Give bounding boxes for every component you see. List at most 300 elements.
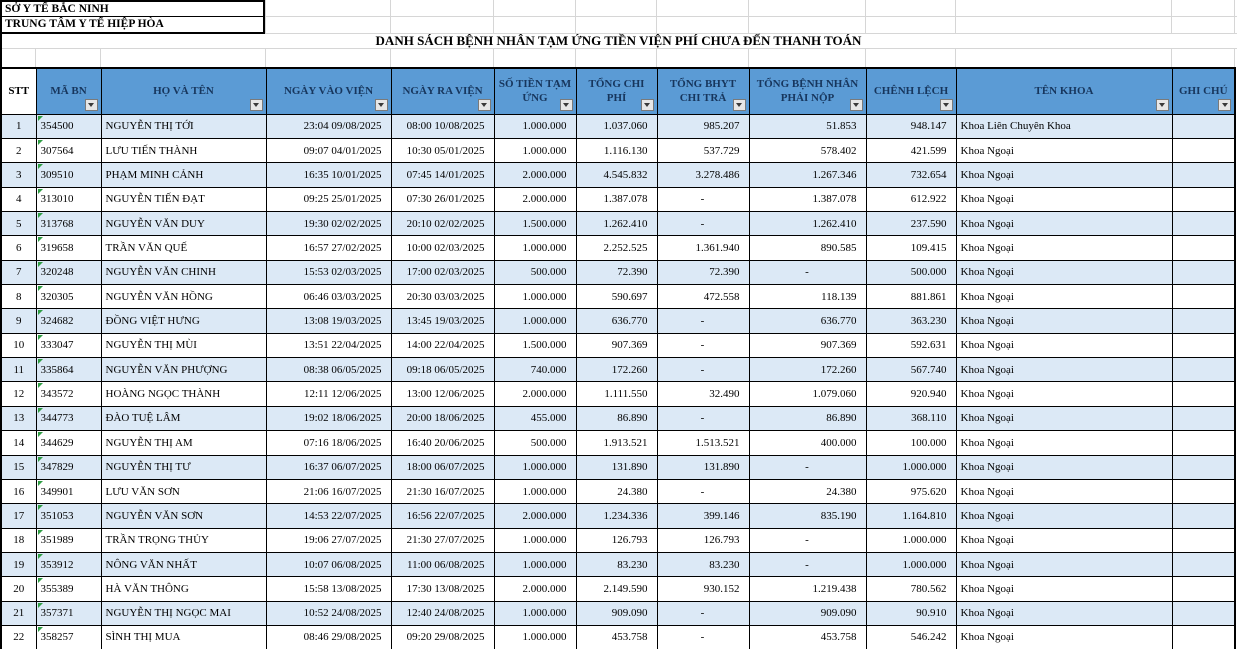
cell-ho-va-ten[interactable]: TRẦN VĂN QUẾ [101,236,266,260]
cell-tong-chi-phi[interactable]: 1.913.521 [576,431,657,455]
cell-ten-khoa[interactable]: Khoa Ngoại [956,455,1172,479]
cell-ngay-vao-vien[interactable]: 10:52 24/08/2025 [266,601,391,625]
cell-ma-bn[interactable]: 333047 [36,333,101,357]
cell-tong-bhyt-chi-tra[interactable]: 472.558 [657,285,749,309]
cell-stt[interactable]: 19 [1,552,36,576]
cell-ghi-chu[interactable] [1172,187,1235,211]
cell-tong-bhyt-chi-tra[interactable]: 72.390 [657,260,749,284]
cell-ngay-vao-vien[interactable]: 09:25 25/01/2025 [266,187,391,211]
cell-ma-bn[interactable]: 351053 [36,504,101,528]
cell-ten-khoa[interactable]: Khoa Ngoại [956,504,1172,528]
column-header-chenh-lech[interactable] [866,68,956,114]
cell-tong-bhyt-chi-tra[interactable]: 3.278.486 [657,163,749,187]
cell-ma-bn[interactable]: 351989 [36,528,101,552]
cell-ten-khoa[interactable]: Khoa Ngoại [956,260,1172,284]
cell-ma-bn[interactable]: 349901 [36,479,101,503]
filter-dropdown-icon[interactable] [1156,99,1169,111]
filter-dropdown-icon[interactable] [641,99,654,111]
cell-ho-va-ten[interactable]: NGUYỄN VĂN CHINH [101,260,266,284]
cell-stt[interactable]: 20 [1,577,36,601]
column-header-ghi-chu[interactable] [1172,68,1235,114]
cell-ngay-vao-vien[interactable]: 10:07 06/08/2025 [266,552,391,576]
cell-chenh-lech[interactable]: 109.415 [866,236,956,260]
cell-tong-bhyt-chi-tra[interactable]: - [657,479,749,503]
cell-chenh-lech[interactable]: 732.654 [866,163,956,187]
cell-tong-chi-phi[interactable]: 636.770 [576,309,657,333]
cell-ngay-ra-vien[interactable]: 20:30 03/03/2025 [391,285,494,309]
cell-tong-chi-phi[interactable]: 590.697 [576,285,657,309]
cell-tong-chi-phi[interactable]: 453.758 [576,626,657,649]
cell-chenh-lech[interactable]: 567.740 [866,358,956,382]
cell-ten-khoa[interactable]: Khoa Ngoại [956,577,1172,601]
cell-stt[interactable]: 13 [1,406,36,430]
cell-stt[interactable]: 14 [1,431,36,455]
cell-tong-bhyt-chi-tra[interactable]: 1.513.521 [657,431,749,455]
cell-ngay-ra-vien[interactable]: 13:45 19/03/2025 [391,309,494,333]
cell-ten-khoa[interactable]: Khoa Ngoại [956,285,1172,309]
cell-ma-bn[interactable]: 354500 [36,114,101,138]
cell-ngay-vao-vien[interactable]: 23:04 09/08/2025 [266,114,391,138]
cell-tong-chi-phi[interactable]: 2.252.525 [576,236,657,260]
cell-ma-bn[interactable]: 313010 [36,187,101,211]
cell-ho-va-ten[interactable]: LƯU TIẾN THÀNH [101,138,266,162]
cell-stt[interactable]: 2 [1,138,36,162]
cell-ngay-vao-vien[interactable]: 16:57 27/02/2025 [266,236,391,260]
cell-stt[interactable]: 10 [1,333,36,357]
cell-ngay-vao-vien[interactable]: 15:58 13/08/2025 [266,577,391,601]
cell-ngay-vao-vien[interactable]: 21:06 16/07/2025 [266,479,391,503]
cell-ngay-ra-vien[interactable]: 08:00 10/08/2025 [391,114,494,138]
cell-tong-chi-phi[interactable]: 1.037.060 [576,114,657,138]
cell-ho-va-ten[interactable]: NGUYỄN TIẾN ĐẠT [101,187,266,211]
cell-tong-benh-nhan-phai-nop[interactable]: 890.585 [749,236,866,260]
cell-ten-khoa[interactable]: Khoa Ngoại [956,309,1172,333]
cell-tong-benh-nhan-phai-nop[interactable]: 578.402 [749,138,866,162]
cell-ho-va-ten[interactable]: ĐỒNG VIỆT HƯNG [101,309,266,333]
cell-tong-benh-nhan-phai-nop[interactable]: 24.380 [749,479,866,503]
cell-chenh-lech[interactable]: 920.940 [866,382,956,406]
cell-ngay-ra-vien[interactable]: 14:00 22/04/2025 [391,333,494,357]
cell-ngay-vao-vien[interactable]: 15:53 02/03/2025 [266,260,391,284]
cell-ngay-ra-vien[interactable]: 17:00 02/03/2025 [391,260,494,284]
cell-chenh-lech[interactable]: 881.861 [866,285,956,309]
cell-chenh-lech[interactable]: 368.110 [866,406,956,430]
cell-ma-bn[interactable]: 353912 [36,552,101,576]
cell-ngay-ra-vien[interactable]: 13:00 12/06/2025 [391,382,494,406]
cell-ten-khoa[interactable]: Khoa Ngoại [956,211,1172,235]
cell-stt[interactable]: 9 [1,309,36,333]
cell-tong-bhyt-chi-tra[interactable]: 83.230 [657,552,749,576]
cell-ngay-ra-vien[interactable]: 20:00 18/06/2025 [391,406,494,430]
cell-ma-bn[interactable]: 343572 [36,382,101,406]
cell-stt[interactable]: 17 [1,504,36,528]
cell-ghi-chu[interactable] [1172,504,1235,528]
cell-so-tien-tam-ung[interactable]: 2.000.000 [494,163,576,187]
cell-ngay-vao-vien[interactable]: 13:51 22/04/2025 [266,333,391,357]
cell-tong-benh-nhan-phai-nop[interactable]: - [749,552,866,576]
cell-ten-khoa[interactable]: Khoa Ngoại [956,163,1172,187]
column-header-label: TÊN KHOA [1034,85,1094,98]
cell-ten-khoa[interactable]: Khoa Ngoại [956,138,1172,162]
cell-tong-chi-phi[interactable]: 72.390 [576,260,657,284]
cell-stt[interactable]: 1 [1,114,36,138]
cell-ghi-chu[interactable] [1172,431,1235,455]
cell-tong-bhyt-chi-tra[interactable]: 126.793 [657,528,749,552]
cell-chenh-lech[interactable]: 1.164.810 [866,504,956,528]
gridline [0,48,1237,49]
cell-tong-bhyt-chi-tra[interactable]: - [657,211,749,235]
cell-ten-khoa[interactable]: Khoa Ngoại [956,406,1172,430]
cell-so-tien-tam-ung[interactable]: 1.000.000 [494,479,576,503]
cell-chenh-lech[interactable]: 90.910 [866,601,956,625]
cell-ten-khoa[interactable]: Khoa Ngoại [956,626,1172,649]
cell-stt[interactable]: 16 [1,479,36,503]
cell-ten-khoa[interactable]: Khoa Ngoại [956,552,1172,576]
cell-ghi-chu[interactable] [1172,626,1235,649]
cell-stt[interactable]: 4 [1,187,36,211]
cell-so-tien-tam-ung[interactable]: 1.000.000 [494,455,576,479]
cell-tong-benh-nhan-phai-nop[interactable]: - [749,455,866,479]
cell-ma-bn[interactable]: 347829 [36,455,101,479]
cell-ma-bn[interactable]: 313768 [36,211,101,235]
cell-so-tien-tam-ung[interactable]: 1.500.000 [494,333,576,357]
cell-ngay-vao-vien[interactable]: 13:08 19/03/2025 [266,309,391,333]
cell-tong-bhyt-chi-tra[interactable]: - [657,406,749,430]
cell-chenh-lech[interactable]: 592.631 [866,333,956,357]
cell-ghi-chu[interactable] [1172,285,1235,309]
column-header-ma-bn[interactable] [36,68,101,114]
cell-ten-khoa[interactable]: Khoa Ngoại [956,601,1172,625]
cell-ho-va-ten[interactable]: ĐÀO TUỆ LÂM [101,406,266,430]
cell-so-tien-tam-ung[interactable]: 1.000.000 [494,626,576,649]
cell-ten-khoa[interactable]: Khoa Ngoại [956,187,1172,211]
cell-stt[interactable]: 11 [1,358,36,382]
cell-ngay-ra-vien[interactable]: 07:30 26/01/2025 [391,187,494,211]
cell-tong-benh-nhan-phai-nop[interactable]: 172.260 [749,358,866,382]
table-row [1,552,1235,576]
cell-tong-chi-phi[interactable]: 2.149.590 [576,577,657,601]
cell-stt[interactable]: 21 [1,601,36,625]
cell-tong-benh-nhan-phai-nop[interactable]: 1.219.438 [749,577,866,601]
cell-so-tien-tam-ung[interactable]: 1.500.000 [494,211,576,235]
cell-tong-bhyt-chi-tra[interactable]: - [657,626,749,649]
cell-ma-bn[interactable]: 309510 [36,163,101,187]
cell-ngay-ra-vien[interactable]: 11:00 06/08/2025 [391,552,494,576]
cell-ma-bn[interactable]: 344629 [36,431,101,455]
cell-so-tien-tam-ung[interactable]: 2.000.000 [494,382,576,406]
cell-ma-bn[interactable]: 320305 [36,285,101,309]
cell-tong-benh-nhan-phai-nop[interactable]: 400.000 [749,431,866,455]
cell-ho-va-ten[interactable]: LƯU VĂN SƠN [101,479,266,503]
cell-ngay-ra-vien[interactable]: 10:30 05/01/2025 [391,138,494,162]
cell-tong-chi-phi[interactable]: 1.116.130 [576,138,657,162]
cell-so-tien-tam-ung[interactable]: 500.000 [494,431,576,455]
column-header-label: TỔNG BHYT CHI TRẢ [669,77,737,105]
cell-ngay-vao-vien[interactable]: 16:37 06/07/2025 [266,455,391,479]
cell-so-tien-tam-ung[interactable]: 1.000.000 [494,309,576,333]
cell-chenh-lech[interactable]: 546.242 [866,626,956,649]
cell-chenh-lech[interactable]: 1.000.000 [866,455,956,479]
cell-ghi-chu[interactable] [1172,138,1235,162]
filter-dropdown-icon[interactable] [940,99,953,111]
cell-ngay-ra-vien[interactable]: 16:56 22/07/2025 [391,504,494,528]
cell-ghi-chu[interactable] [1172,528,1235,552]
cell-chenh-lech[interactable]: 421.599 [866,138,956,162]
cell-ngay-ra-vien[interactable]: 21:30 16/07/2025 [391,479,494,503]
column-header-so-tien-tam-ung[interactable] [494,68,576,114]
cell-ngay-vao-vien[interactable]: 09:07 04/01/2025 [266,138,391,162]
cell-ho-va-ten[interactable]: NGUYỄN THỊ TỚI [101,114,266,138]
cell-stt[interactable]: 7 [1,260,36,284]
cell-ngay-ra-vien[interactable]: 09:20 29/08/2025 [391,626,494,649]
cell-stt[interactable]: 6 [1,236,36,260]
filter-dropdown-icon[interactable] [560,99,573,111]
cell-stt[interactable]: 3 [1,163,36,187]
cell-ten-khoa[interactable]: Khoa Ngoại [956,333,1172,357]
cell-stt[interactable]: 18 [1,528,36,552]
cell-ho-va-ten[interactable]: NGUYỄN THỊ TƯ [101,455,266,479]
cell-tong-benh-nhan-phai-nop[interactable]: 1.262.410 [749,211,866,235]
table-row [1,382,1235,406]
cell-ghi-chu[interactable] [1172,309,1235,333]
cell-tong-chi-phi[interactable]: 1.387.078 [576,187,657,211]
cell-ghi-chu[interactable] [1172,211,1235,235]
cell-ngay-vao-vien[interactable]: 16:35 10/01/2025 [266,163,391,187]
cell-ngay-ra-vien[interactable]: 20:10 02/02/2025 [391,211,494,235]
cell-ho-va-ten[interactable]: PHẠM MINH CẢNH [101,163,266,187]
cell-ten-khoa[interactable]: Khoa Ngoại [956,382,1172,406]
cell-tong-bhyt-chi-tra[interactable]: - [657,601,749,625]
cell-tong-bhyt-chi-tra[interactable]: 537.729 [657,138,749,162]
cell-so-tien-tam-ung[interactable]: 455.000 [494,406,576,430]
cell-tong-chi-phi[interactable]: 4.545.832 [576,163,657,187]
cell-ngay-vao-vien[interactable]: 08:46 29/08/2025 [266,626,391,649]
cell-stt[interactable]: 12 [1,382,36,406]
cell-tong-chi-phi[interactable]: 1.234.336 [576,504,657,528]
cell-chenh-lech[interactable]: 612.922 [866,187,956,211]
cell-tong-chi-phi[interactable]: 1.262.410 [576,211,657,235]
column-header-ten-khoa[interactable] [956,68,1172,114]
cell-chenh-lech[interactable]: 100.000 [866,431,956,455]
filter-dropdown-icon[interactable] [375,99,388,111]
cell-stt[interactable]: 5 [1,211,36,235]
cell-tong-benh-nhan-phai-nop[interactable]: 1.387.078 [749,187,866,211]
gridline [265,48,266,67]
cell-ghi-chu[interactable] [1172,333,1235,357]
cell-ngay-ra-vien[interactable]: 18:00 06/07/2025 [391,455,494,479]
cell-ghi-chu[interactable] [1172,479,1235,503]
cell-tong-chi-phi[interactable]: 86.890 [576,406,657,430]
cell-ten-khoa[interactable]: Khoa Ngoại [956,358,1172,382]
cell-tong-chi-phi[interactable]: 83.230 [576,552,657,576]
cell-so-tien-tam-ung[interactable]: 1.000.000 [494,138,576,162]
cell-so-tien-tam-ung[interactable]: 1.000.000 [494,552,576,576]
cell-ngay-vao-vien[interactable]: 07:16 18/06/2025 [266,431,391,455]
filter-dropdown-icon[interactable] [250,99,263,111]
cell-so-tien-tam-ung[interactable]: 1.000.000 [494,285,576,309]
cell-tong-benh-nhan-phai-nop[interactable]: 1.267.346 [749,163,866,187]
cell-ten-khoa[interactable]: Khoa Liên Chuyên Khoa [956,114,1172,138]
cell-ngay-ra-vien[interactable]: 10:00 02/03/2025 [391,236,494,260]
cell-tong-bhyt-chi-tra[interactable]: 1.361.940 [657,236,749,260]
table-header [1,68,1235,114]
cell-ho-va-ten[interactable]: NÔNG VĂN NHẤT [101,552,266,576]
cell-tong-benh-nhan-phai-nop[interactable]: - [749,528,866,552]
cell-ghi-chu[interactable] [1172,358,1235,382]
column-header-ho-va-ten[interactable] [101,68,266,114]
cell-tong-bhyt-chi-tra[interactable]: - [657,358,749,382]
cell-ma-bn[interactable]: 307564 [36,138,101,162]
cell-ho-va-ten[interactable]: TRẦN TRỌNG THỦY [101,528,266,552]
cell-tong-chi-phi[interactable]: 131.890 [576,455,657,479]
cell-chenh-lech[interactable]: 975.620 [866,479,956,503]
cell-chenh-lech[interactable]: 948.147 [866,114,956,138]
cell-tong-bhyt-chi-tra[interactable]: 32.490 [657,382,749,406]
column-header-ngay-ra-vien[interactable] [391,68,494,114]
cell-ten-khoa[interactable]: Khoa Ngoại [956,431,1172,455]
cell-so-tien-tam-ung[interactable]: 1.000.000 [494,601,576,625]
filter-dropdown-icon[interactable] [850,99,863,111]
cell-ghi-chu[interactable] [1172,163,1235,187]
cell-ma-bn[interactable]: 344773 [36,406,101,430]
cell-stt[interactable]: 22 [1,626,36,649]
cell-ghi-chu[interactable] [1172,114,1235,138]
cell-ma-bn[interactable]: 357371 [36,601,101,625]
filter-dropdown-icon[interactable] [478,99,491,111]
cell-ho-va-ten[interactable]: NGUYỄN THỊ AM [101,431,266,455]
cell-ngay-ra-vien[interactable]: 21:30 27/07/2025 [391,528,494,552]
cell-ghi-chu[interactable] [1172,455,1235,479]
cell-ngay-vao-vien[interactable]: 12:11 12/06/2025 [266,382,391,406]
cell-so-tien-tam-ung[interactable]: 740.000 [494,358,576,382]
cell-tong-benh-nhan-phai-nop[interactable]: 51.853 [749,114,866,138]
cell-ho-va-ten[interactable]: NGUYỄN VĂN HỒNG [101,285,266,309]
filter-dropdown-icon[interactable] [733,99,746,111]
cell-ngay-ra-vien[interactable]: 12:40 24/08/2025 [391,601,494,625]
cell-tong-benh-nhan-phai-nop[interactable]: 118.139 [749,285,866,309]
cell-ho-va-ten[interactable]: NGUYỄN THỊ MÙI [101,333,266,357]
cell-ho-va-ten[interactable]: SÌNH THỊ MUA [101,626,266,649]
cell-ghi-chu[interactable] [1172,236,1235,260]
cell-ghi-chu[interactable] [1172,260,1235,284]
sheet-left-border [0,0,2,649]
cell-ma-bn[interactable]: 319658 [36,236,101,260]
cell-tong-bhyt-chi-tra[interactable]: - [657,187,749,211]
cell-ho-va-ten[interactable]: NGUYỄN VĂN SƠN [101,504,266,528]
cell-ma-bn[interactable]: 358257 [36,626,101,649]
table-row [1,260,1235,284]
cell-so-tien-tam-ung[interactable]: 1.000.000 [494,236,576,260]
cell-ngay-ra-vien[interactable]: 07:45 14/01/2025 [391,163,494,187]
cell-tong-bhyt-chi-tra[interactable]: - [657,309,749,333]
cell-ma-bn[interactable]: 335864 [36,358,101,382]
gridline [656,48,657,67]
cell-ghi-chu[interactable] [1172,382,1235,406]
cell-tong-chi-phi[interactable]: 24.380 [576,479,657,503]
cell-tong-bhyt-chi-tra[interactable]: 930.152 [657,577,749,601]
cell-ma-bn[interactable]: 355389 [36,577,101,601]
column-header-tong-bhyt-chi-tra[interactable] [657,68,749,114]
cell-tong-bhyt-chi-tra[interactable]: 399.146 [657,504,749,528]
cell-chenh-lech[interactable]: 1.000.000 [866,528,956,552]
cell-so-tien-tam-ung[interactable]: 2.000.000 [494,577,576,601]
filter-dropdown-icon[interactable] [85,99,98,111]
cell-tong-bhyt-chi-tra[interactable]: 131.890 [657,455,749,479]
cell-tong-benh-nhan-phai-nop[interactable]: 1.079.060 [749,382,866,406]
cell-tong-bhyt-chi-tra[interactable]: 985.207 [657,114,749,138]
cell-ghi-chu[interactable] [1172,406,1235,430]
cell-ten-khoa[interactable]: Khoa Ngoại [956,236,1172,260]
cell-so-tien-tam-ung[interactable]: 2.000.000 [494,187,576,211]
cell-ma-bn[interactable]: 320248 [36,260,101,284]
cell-chenh-lech[interactable]: 780.562 [866,577,956,601]
column-header-tong-benh-nhan-phai-nop[interactable] [749,68,866,114]
cell-chenh-lech[interactable]: 1.000.000 [866,552,956,576]
cell-ngay-vao-vien[interactable]: 19:02 18/06/2025 [266,406,391,430]
cell-ho-va-ten[interactable]: HÀ VĂN THÔNG [101,577,266,601]
cell-tong-benh-nhan-phai-nop[interactable]: 86.890 [749,406,866,430]
cell-ma-bn[interactable]: 324682 [36,309,101,333]
cell-chenh-lech[interactable]: 500.000 [866,260,956,284]
cell-ten-khoa[interactable]: Khoa Ngoại [956,528,1172,552]
cell-ghi-chu[interactable] [1172,601,1235,625]
cell-so-tien-tam-ung[interactable]: 1.000.000 [494,114,576,138]
cell-tong-chi-phi[interactable]: 126.793 [576,528,657,552]
column-header-ngay-vao-vien[interactable] [266,68,391,114]
cell-ngay-vao-vien[interactable]: 06:46 03/03/2025 [266,285,391,309]
cell-ghi-chu[interactable] [1172,552,1235,576]
cell-ngay-vao-vien[interactable]: 19:06 27/07/2025 [266,528,391,552]
cell-ten-khoa[interactable]: Khoa Ngoại [956,479,1172,503]
cell-ho-va-ten[interactable]: HOÀNG NGỌC THÀNH [101,382,266,406]
cell-tong-benh-nhan-phai-nop[interactable]: 453.758 [749,626,866,649]
cell-ngay-ra-vien[interactable]: 16:40 20/06/2025 [391,431,494,455]
cell-tong-chi-phi[interactable]: 907.369 [576,333,657,357]
chevron-down-icon [253,103,259,107]
cell-tong-chi-phi[interactable]: 1.111.550 [576,382,657,406]
cell-ho-va-ten[interactable]: NGUYỄN VĂN PHƯỢNG [101,358,266,382]
cell-tong-benh-nhan-phai-nop[interactable]: 835.190 [749,504,866,528]
table-row [1,187,1235,211]
cell-ho-va-ten[interactable]: NGUYỄN THỊ NGỌC MAI [101,601,266,625]
cell-tong-benh-nhan-phai-nop[interactable]: 636.770 [749,309,866,333]
cell-ho-va-ten[interactable]: NGUYỄN VĂN DUY [101,211,266,235]
cell-so-tien-tam-ung[interactable]: 1.000.000 [494,528,576,552]
cell-ngay-vao-vien[interactable]: 08:38 06/05/2025 [266,358,391,382]
cell-ghi-chu[interactable] [1172,577,1235,601]
gridline [1234,48,1235,67]
filter-dropdown-icon[interactable] [1218,99,1231,111]
cell-chenh-lech[interactable]: 363.230 [866,309,956,333]
cell-chenh-lech[interactable]: 237.590 [866,211,956,235]
cell-tong-benh-nhan-phai-nop[interactable]: - [749,260,866,284]
cell-so-tien-tam-ung[interactable]: 500.000 [494,260,576,284]
cell-ngay-vao-vien[interactable]: 14:53 22/07/2025 [266,504,391,528]
cell-stt[interactable]: 15 [1,455,36,479]
cell-ngay-ra-vien[interactable]: 17:30 13/08/2025 [391,577,494,601]
column-header-tong-chi-phi[interactable] [576,68,657,114]
column-header-stt[interactable] [1,68,36,114]
cell-tong-chi-phi[interactable]: 172.260 [576,358,657,382]
cell-tong-bhyt-chi-tra[interactable]: - [657,333,749,357]
cell-tong-chi-phi[interactable]: 909.090 [576,601,657,625]
cell-tong-benh-nhan-phai-nop[interactable]: 907.369 [749,333,866,357]
cell-ngay-ra-vien[interactable]: 09:18 06/05/2025 [391,358,494,382]
cell-so-tien-tam-ung[interactable]: 2.000.000 [494,504,576,528]
cell-tong-benh-nhan-phai-nop[interactable]: 909.090 [749,601,866,625]
cell-ngay-vao-vien[interactable]: 19:30 02/02/2025 [266,211,391,235]
cell-stt[interactable]: 8 [1,285,36,309]
